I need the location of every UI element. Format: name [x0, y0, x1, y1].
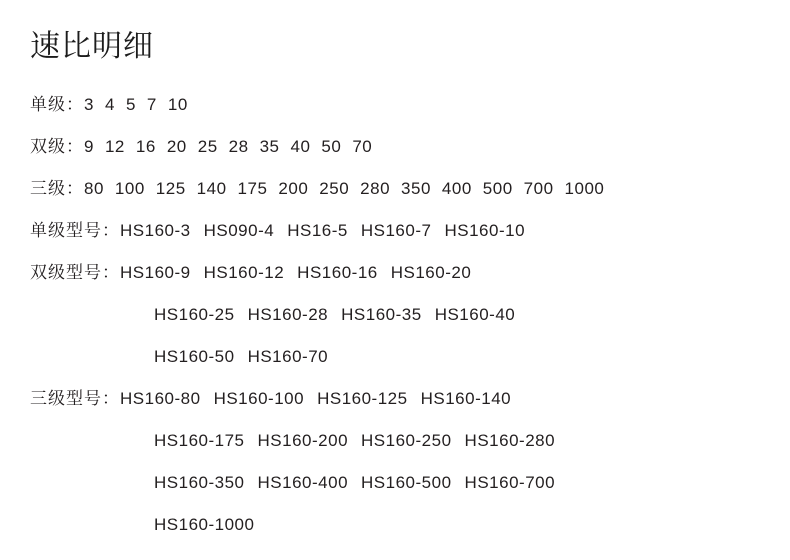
- ratio-value: 7: [146, 95, 157, 114]
- page-title: 速比明细: [30, 30, 154, 63]
- ratio-label-triple: 三级：: [30, 179, 84, 198]
- model-value: HS160-7: [360, 221, 432, 240]
- indent-spacer: [30, 294, 154, 336]
- model-row-triple-cont: [30, 462, 764, 504]
- model-value: HS160-250: [361, 431, 452, 450]
- model-value: HS160-25: [154, 305, 235, 324]
- ratio-value: 16: [135, 137, 156, 156]
- model-row-single: [30, 210, 764, 252]
- model-value: HS160-10: [444, 221, 526, 240]
- model-values-triple-line3: [154, 462, 555, 504]
- ratio-row-triple: [30, 168, 764, 210]
- model-value: HS160-28: [247, 305, 329, 324]
- indent-spacer: [30, 336, 154, 378]
- ratio-row-double: [30, 126, 764, 168]
- model-row-double-cont: [30, 336, 764, 378]
- ratio-row-single: [30, 84, 764, 126]
- model-row-double-cont: [30, 294, 764, 336]
- model-label-single: 单级型号：: [30, 221, 120, 240]
- ratio-value: 80: [84, 179, 104, 198]
- model-value: HS160-16: [297, 263, 378, 282]
- ratio-value: 100: [114, 179, 145, 198]
- model-value: HS160-3: [120, 221, 191, 240]
- model-values-triple-line1: [120, 378, 511, 420]
- model-values-triple-line4: [154, 504, 254, 546]
- ratio-value: 3: [84, 95, 94, 114]
- model-label-triple: 三级型号：: [30, 389, 120, 408]
- ratio-values-single: [84, 84, 188, 126]
- ratio-value: 400: [441, 179, 472, 198]
- model-value: HS160-500: [361, 473, 452, 492]
- model-value: HS16-5: [287, 221, 348, 240]
- model-label-double: 双级型号：: [30, 263, 120, 282]
- model-value: HS160-20: [390, 263, 472, 282]
- ratio-value: 125: [155, 179, 186, 198]
- model-value: HS160-12: [203, 263, 285, 282]
- model-value: HS160-175: [154, 431, 245, 450]
- model-values-double-line1: [120, 252, 471, 294]
- ratio-value: 350: [401, 179, 431, 198]
- ratio-value: 35: [259, 137, 280, 156]
- model-value: HS160-1000: [154, 515, 255, 534]
- ratio-label-double: 双级：: [30, 137, 84, 156]
- ratio-value: 25: [197, 137, 218, 156]
- ratio-value: 9: [84, 137, 94, 156]
- ratio-value: 4: [104, 95, 115, 114]
- model-values-double-line3: [154, 336, 328, 378]
- model-value: HS160-400: [257, 473, 349, 492]
- ratio-value: 20: [166, 137, 187, 156]
- model-value: HS160-35: [341, 305, 422, 324]
- model-row-triple: [30, 378, 764, 420]
- model-value: HS160-80: [120, 389, 201, 408]
- model-value: HS160-140: [420, 389, 512, 408]
- indent-spacer: [30, 420, 154, 462]
- ratio-value: 280: [360, 179, 391, 198]
- ratio-value: 50: [321, 137, 342, 156]
- model-value: HS160-9: [120, 263, 191, 282]
- ratio-value: 5: [125, 95, 136, 114]
- model-value: HS160-50: [154, 347, 235, 366]
- model-row-triple-cont: [30, 420, 764, 462]
- model-value: HS160-40: [434, 305, 516, 324]
- ratio-value: 12: [104, 137, 125, 156]
- ratio-value: 10: [167, 95, 188, 114]
- model-value: HS160-200: [257, 431, 349, 450]
- ratio-value: 500: [482, 179, 513, 198]
- ratio-value: 40: [290, 137, 311, 156]
- model-value: HS160-700: [464, 473, 556, 492]
- ratio-value: 1000: [564, 179, 605, 198]
- model-row-triple-cont: [30, 504, 764, 546]
- ratio-label-single: 单级：: [30, 95, 84, 114]
- model-row-double: [30, 252, 764, 294]
- ratio-value: 200: [278, 179, 309, 198]
- ratio-values-double: [84, 126, 372, 168]
- ratio-value: 70: [352, 137, 373, 156]
- ratio-values-triple: [84, 168, 604, 210]
- model-value: HS160-125: [317, 389, 408, 408]
- indent-spacer: [30, 504, 154, 546]
- ratio-value: 700: [523, 179, 554, 198]
- ratio-value: 175: [237, 179, 268, 198]
- model-value: HS090-4: [203, 221, 275, 240]
- model-value: HS160-70: [247, 347, 329, 366]
- model-value: HS160-280: [464, 431, 556, 450]
- ratio-value: 28: [228, 137, 249, 156]
- model-value: HS160-100: [213, 389, 305, 408]
- model-values-double-line2: [154, 294, 515, 336]
- ratio-value: 250: [319, 179, 350, 198]
- indent-spacer: [30, 462, 154, 504]
- model-value: HS160-350: [154, 473, 245, 492]
- model-values-triple-line2: [154, 420, 555, 462]
- ratio-value: 140: [196, 179, 227, 198]
- model-values-single: [120, 210, 525, 252]
